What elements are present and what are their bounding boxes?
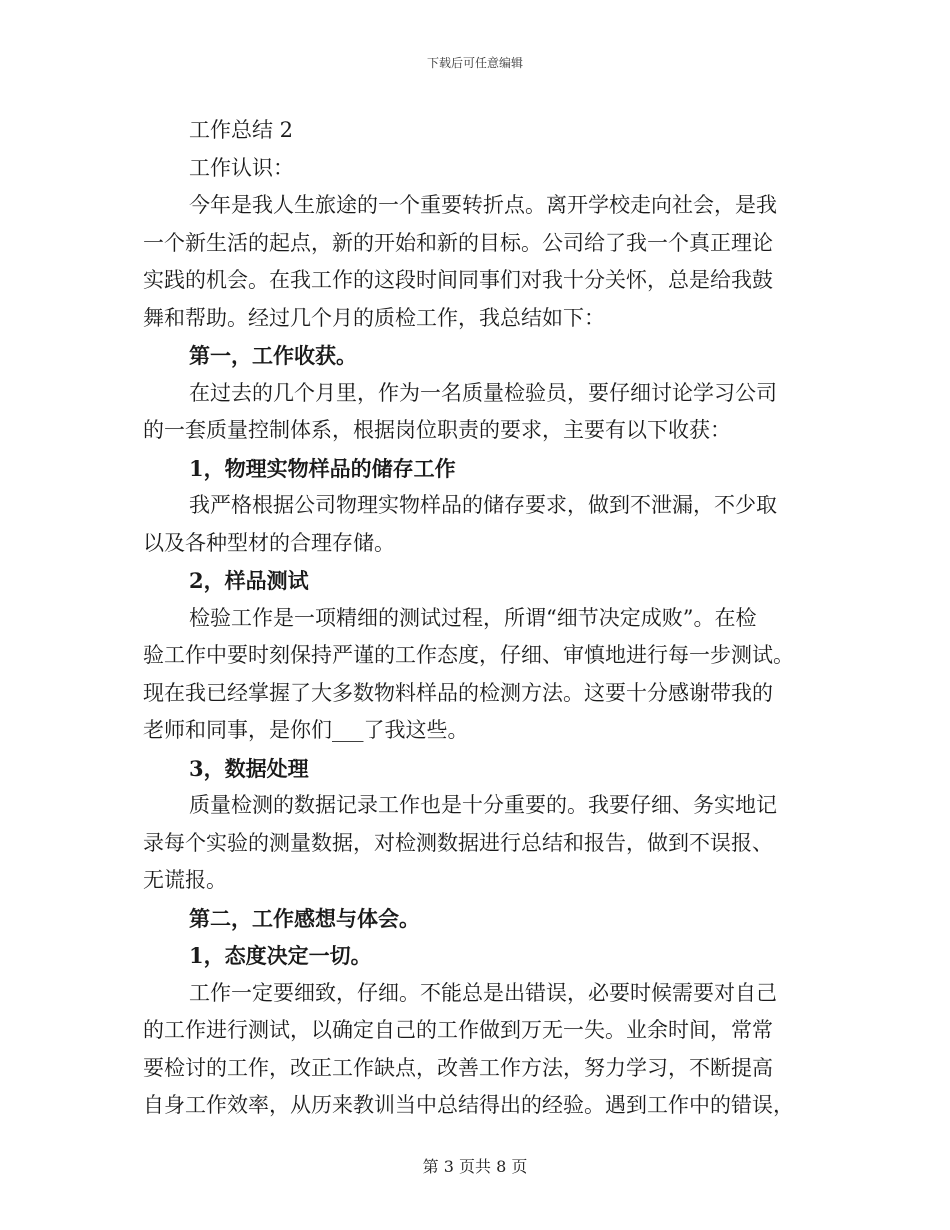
paragraph-line: 今年是我人生旅途的一个重要转折点。离开学校走向社会，是我 xyxy=(189,193,777,217)
section-heading: 第二，工作感想与体会。 xyxy=(189,905,420,931)
paragraph-line: 要检讨的工作，改正工作缺点，改善工作方法，努力学习，不断提高 xyxy=(143,1055,773,1080)
section-heading: 2，样品测试 xyxy=(189,568,309,593)
paragraph-line: 无谎报。 xyxy=(143,868,227,892)
paragraph-line: 一个新生活的起点，新的开始和新的目标。公司给了我一个真正理论 xyxy=(143,230,773,255)
paragraph-line: 录每个实验的测量数据，对检测数据进行总结和报告，做到不误报、 xyxy=(143,830,773,855)
paragraph-line: 我严格根据公司物理实物样品的储存要求，做到不泄漏，不少取 xyxy=(189,493,777,517)
paragraph-line: 的工作进行测试，以确定自己的工作做到万无一失。业余时间，常常 xyxy=(143,1018,773,1042)
paragraph-line: 自身工作效率，从历来教训当中总结得出的经验。遇到工作中的错误， xyxy=(143,1093,794,1117)
paragraph-line: 检验工作是一项精细的测试过程，所谓“细节决定成败”。在检 xyxy=(189,605,757,630)
paragraph-line: 工作一定要细致，仔细。不能总是出错误，必要时候需要对自己 xyxy=(189,980,777,1005)
paragraph-line: 实践的机会。在我工作的这段时间同事们对我十分关怀，总是给我鼓 xyxy=(143,268,773,292)
paragraph-line: 以及各种型材的合理存储。 xyxy=(143,530,395,555)
section-heading: 3，数据处理 xyxy=(189,755,309,781)
page-header: 下载后可任意编辑 xyxy=(426,56,523,70)
paragraph-line: 的一套质量控制体系，根据岗位职责的要求，主要有以下收获： xyxy=(143,418,731,442)
section-heading: 第一，工作收获。 xyxy=(189,343,357,368)
section-heading: 1，态度决定一切。 xyxy=(189,943,372,968)
paragraph-line: 工作认识： xyxy=(189,155,294,180)
paragraph-line: 验工作中要时刻保持严谨的工作态度，仔细、审慎地进行每一步测试。 xyxy=(143,643,794,667)
section-heading: 1，物理实物样品的储存工作 xyxy=(189,455,456,481)
page-footer: 第 3 页共 8 页 xyxy=(422,1157,528,1176)
paragraph-line: 舞和帮助。经过几个月的质检工作，我总结如下： xyxy=(143,305,605,330)
paragraph-line: 质量检测的数据记录工作也是十分重要的。我要仔细、务实地记 xyxy=(189,793,777,817)
paragraph-line: 现在我已经掌握了大多数物料样品的检测方法。这要十分感谢带我的 xyxy=(143,680,773,705)
paragraph-line: 老师和同事，是你们___了我这些。 xyxy=(143,718,469,742)
document-body xyxy=(143,112,807,1125)
paragraph-line: 在过去的几个月里，作为一名质量检验员，要仔细讨论学习公司 xyxy=(189,380,777,405)
paragraph-line: 工作总结 2 xyxy=(189,118,294,142)
